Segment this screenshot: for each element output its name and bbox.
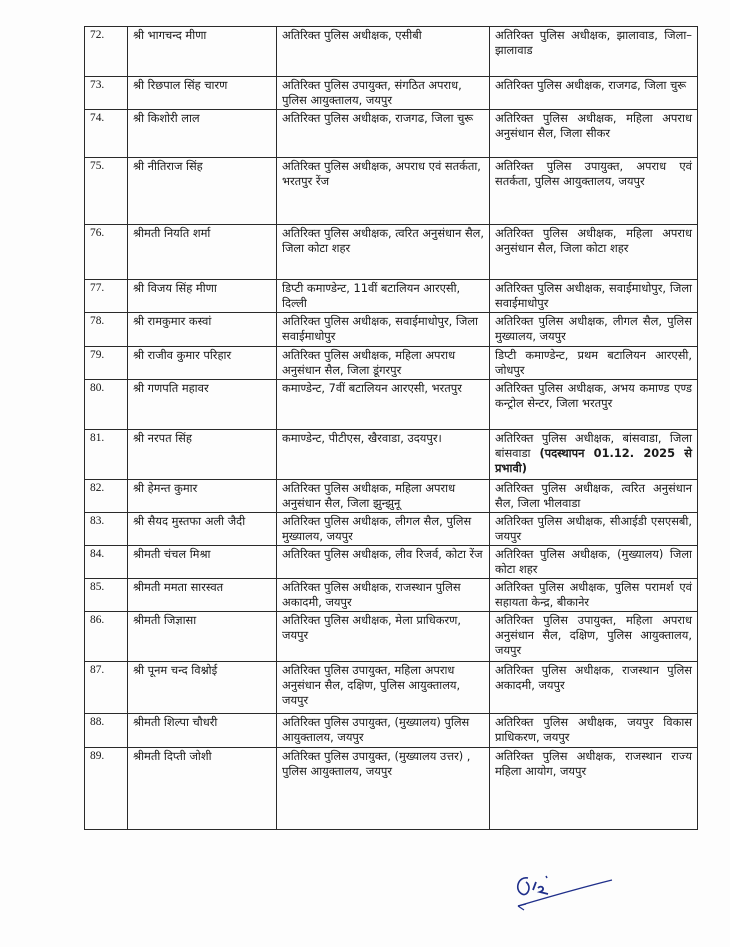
- officer-name-text: श्री पूनम चन्द विश्नोई: [133, 663, 218, 677]
- current-post-cell: [277, 748, 490, 830]
- new-post-text: अतिरिक्त पुलिस अधीक्षक, अभय कमाण्ड एण्ड कन्ट्रोल सेन्टर, जिला भरतपुर: [495, 381, 692, 410]
- serial-number-text: 80.: [90, 382, 105, 394]
- current-post-text: कमाण्डेन्ट, 7वीं बटालियन आरएसी, भरतपुर: [282, 381, 462, 395]
- serial-number-cell: [85, 380, 128, 430]
- serial-number-cell: [85, 748, 128, 830]
- serial-number-text: 74.: [90, 112, 105, 124]
- current-post-cell: [277, 662, 490, 714]
- table-row: [85, 110, 698, 158]
- new-post-text: अतिरिक्त पुलिस अधीक्षक, बांसवाडा, जिला बांसवाडा: [495, 431, 692, 460]
- current-post-text: अतिरिक्त पुलिस अधीक्षक, अपराध एवं सतर्कता, भरतपुर रेंज: [282, 159, 481, 188]
- officer-name-text: श्रीमती शिल्पा चौधरी: [133, 715, 218, 729]
- new-post-cell: [490, 612, 698, 662]
- serial-number-cell: [85, 313, 128, 347]
- new-post-text: अतिरिक्त पुलिस अधीक्षक, (मुख्यालय) जिला कोटा शहर: [495, 547, 692, 576]
- serial-number-cell: [85, 347, 128, 380]
- officer-name-cell: [128, 579, 277, 612]
- serial-number-cell: [85, 480, 128, 513]
- current-post-text: अतिरिक्त पुलिस उपायुक्त, (मुख्यालय) पुलिस आयुक्तालय, जयपुर: [282, 715, 470, 744]
- current-post-cell: [277, 347, 490, 380]
- new-post-cell: [490, 579, 698, 612]
- officer-name-text: श्रीमती ममता सारस्वत: [133, 580, 224, 594]
- serial-number-cell: [85, 27, 128, 77]
- serial-number-text: 72.: [90, 29, 105, 41]
- current-post-text: अतिरिक्त पुलिस अधीक्षक, राजस्थान पुलिस अकादमी, जयपुर: [282, 580, 461, 609]
- new-post-cell: [490, 662, 698, 714]
- current-post-cell: [277, 77, 490, 110]
- new-post-text: अतिरिक्त पुलिस अधीक्षक, लीगल सैल, पुलिस मुख्यालय, जयपुर: [495, 314, 692, 343]
- table-row: [85, 347, 698, 380]
- officer-name-cell: [128, 313, 277, 347]
- effective-date-note: (पदस्थापन 01.12. 2025 से प्रभावी): [495, 446, 693, 475]
- table-row: [85, 158, 698, 225]
- serial-number-cell: [85, 546, 128, 579]
- current-post-cell: [277, 380, 490, 430]
- new-post-text: अतिरिक्त पुलिस अधीक्षक, महिला अपराध अनुसंधान सैल, जिला सीकर: [495, 111, 692, 140]
- table-row: [85, 662, 698, 714]
- serial-number-text: 82.: [90, 482, 105, 494]
- new-post-cell: [490, 480, 698, 513]
- serial-number-cell: [85, 158, 128, 225]
- table-row: [85, 513, 698, 546]
- officer-name-cell: [128, 158, 277, 225]
- transfer-posting-table: [84, 26, 698, 830]
- new-post-text: अतिरिक्त पुलिस अधीक्षक, झालावाड, जिला–झालावाड: [495, 28, 692, 57]
- serial-number-text: 85.: [90, 581, 105, 593]
- new-post-text: अतिरिक्त पुलिस अधीक्षक, त्वरित अनुसंधान सैल, जिला भीलवाडा: [495, 481, 692, 510]
- current-post-text: अतिरिक्त पुलिस अधीक्षक, मेला प्राधिकरण, जयपुर: [282, 613, 462, 642]
- current-post-cell: [277, 579, 490, 612]
- officer-name-text: श्री रिछपाल सिंह चारण: [133, 78, 228, 92]
- officer-name-text: श्री नीतिराज सिंह: [133, 159, 203, 173]
- new-post-cell: [490, 77, 698, 110]
- serial-number-text: 89.: [90, 750, 105, 762]
- table-row: [85, 280, 698, 313]
- officer-name-cell: [128, 77, 277, 110]
- table-body: [85, 27, 698, 830]
- serial-number-cell: [85, 513, 128, 546]
- current-post-cell: [277, 158, 490, 225]
- officer-name-text: श्री किशोरी लाल: [133, 111, 200, 125]
- serial-number-text: 86.: [90, 614, 105, 626]
- new-post-cell: [490, 280, 698, 313]
- new-post-text: अतिरिक्त पुलिस अधीक्षक, जयपुर विकास प्राधिकरण, जयपुर: [495, 715, 692, 744]
- table-row: [85, 748, 698, 830]
- new-post-cell: [490, 513, 698, 546]
- serial-number-text: 87.: [90, 664, 105, 676]
- current-post-text: अतिरिक्त पुलिस उपायुक्त, महिला अपराध अनुसंधान सैल, दक्षिण, पुलिस आयुक्तालय, जयपुर: [282, 663, 461, 707]
- current-post-cell: [277, 513, 490, 546]
- serial-number-text: 76.: [90, 227, 105, 239]
- new-post-text: डिप्टी कमाण्डेन्ट, प्रथम बटालियन आरएसी, जोधपुर: [495, 348, 692, 377]
- table-row: [85, 546, 698, 579]
- new-post-cell: [490, 225, 698, 280]
- officer-name-text: श्री भागचन्द मीणा: [133, 28, 207, 42]
- table-row: [85, 430, 698, 480]
- officer-name-text: श्रीमती जिज्ञासा: [133, 613, 197, 627]
- new-post-text: अतिरिक्त पुलिस अधीक्षक, महिला अपराध अनुसंधान सैल, जिला कोटा शहर: [495, 226, 692, 255]
- officer-name-cell: [128, 380, 277, 430]
- officer-name-cell: [128, 347, 277, 380]
- current-post-cell: [277, 280, 490, 313]
- new-post-cell: [490, 380, 698, 430]
- serial-number-cell: [85, 612, 128, 662]
- officer-name-text: श्री गणपति महावर: [133, 381, 209, 395]
- serial-number-text: 75.: [90, 160, 105, 172]
- table-row: [85, 27, 698, 77]
- officer-name-cell: [128, 27, 277, 77]
- serial-number-text: 84.: [90, 548, 105, 560]
- new-post-text: अतिरिक्त पुलिस अधीक्षक, राजस्थान पुलिस अकादमी, जयपुर: [495, 663, 692, 692]
- officer-name-cell: [128, 280, 277, 313]
- table-row: [85, 380, 698, 430]
- new-post-cell: [490, 313, 698, 347]
- current-post-cell: [277, 612, 490, 662]
- officer-name-cell: [128, 430, 277, 480]
- current-post-text: अतिरिक्त पुलिस अधीक्षक, सवाईमाधोपुर, जिला सवाईमाधोपुर: [282, 314, 478, 343]
- current-post-cell: [277, 110, 490, 158]
- serial-number-cell: [85, 225, 128, 280]
- officer-name-cell: [128, 748, 277, 830]
- handwritten-signature-icon: [500, 868, 620, 918]
- serial-number-text: 81.: [90, 432, 105, 444]
- table-row: [85, 77, 698, 110]
- current-post-text: अतिरिक्त पुलिस अधीक्षक, लीव रिजर्व, कोटा रेंज: [282, 547, 483, 561]
- new-post-text: अतिरिक्त पुलिस अधीक्षक, सवाईमाधोपुर, जिला सवाईमाधोपुर: [495, 281, 692, 310]
- current-post-cell: [277, 313, 490, 347]
- current-post-text: अतिरिक्त पुलिस अधीक्षक, लीगल सैल, पुलिस मुख्यालय, जयपुर: [282, 514, 472, 543]
- serial-number-text: 78.: [90, 315, 105, 327]
- table-row: [85, 579, 698, 612]
- current-post-cell: [277, 225, 490, 280]
- current-post-text: अतिरिक्त पुलिस अधीक्षक, महिला अपराध अनुसंधान सैल, जिला डूंगरपुर: [282, 348, 456, 377]
- serial-number-text: 73.: [90, 79, 105, 91]
- current-post-cell: [277, 714, 490, 748]
- officer-name-cell: [128, 662, 277, 714]
- new-post-cell: [490, 714, 698, 748]
- serial-number-text: 79.: [90, 349, 105, 361]
- current-post-text: अतिरिक्त पुलिस अधीक्षक, राजगढ, जिला चुरू: [282, 111, 474, 125]
- officer-name-text: श्रीमती चंचल मिश्रा: [133, 547, 211, 561]
- officer-name-text: श्री रामकुमार कस्वां: [133, 314, 212, 328]
- current-post-cell: [277, 480, 490, 513]
- officer-name-cell: [128, 714, 277, 748]
- current-post-cell: [277, 27, 490, 77]
- serial-number-cell: [85, 662, 128, 714]
- current-post-text: अतिरिक्त पुलिस अधीक्षक, एसीबी: [282, 28, 422, 42]
- table-row: [85, 225, 698, 280]
- table-row: [85, 612, 698, 662]
- officer-name-text: श्री नरपत सिंह: [133, 431, 192, 445]
- officer-name-cell: [128, 513, 277, 546]
- serial-number-cell: [85, 110, 128, 158]
- new-post-text: अतिरिक्त पुलिस अधीक्षक, पुलिस परामर्श एवं सहायता केन्द्र, बीकानेर: [495, 580, 692, 609]
- officer-name-cell: [128, 480, 277, 513]
- current-post-cell: [277, 546, 490, 579]
- new-post-text: अतिरिक्त पुलिस अधीक्षक, राजगढ, जिला चुरू: [495, 78, 687, 92]
- serial-number-cell: [85, 714, 128, 748]
- table-row: [85, 714, 698, 748]
- serial-number-cell: [85, 77, 128, 110]
- new-post-text: अतिरिक्त पुलिस अधीक्षक, सीआईडी एसएसबी, जयपुर: [495, 514, 692, 543]
- current-post-text: अतिरिक्त पुलिस उपायुक्त, संगठित अपराध, पुलिस आयुक्तालय, जयपुर: [282, 78, 462, 107]
- new-post-text: अतिरिक्त पुलिस उपायुक्त, महिला अपराध अनुसंधान सैल, दक्षिण, पुलिस आयुक्तालय, जयपुर: [495, 613, 692, 657]
- new-post-text: अतिरिक्त पुलिस अधीक्षक, राजस्थान राज्य महिला आयोग, जयपुर: [495, 749, 692, 778]
- serial-number-cell: [85, 579, 128, 612]
- new-post-cell: [490, 546, 698, 579]
- officer-name-cell: [128, 225, 277, 280]
- officer-name-text: श्री विजय सिंह मीणा: [133, 281, 217, 295]
- current-post-text: अतिरिक्त पुलिस अधीक्षक, त्वरित अनुसंधान सैल, जिला कोटा शहर: [282, 226, 484, 255]
- new-post-cell: [490, 748, 698, 830]
- officer-name-text: श्री राजीव कुमार परिहार: [133, 348, 232, 362]
- table-row: [85, 480, 698, 513]
- officer-name-text: श्री सैयद मुस्तफा अली जैदी: [133, 514, 246, 528]
- officer-name-text: श्रीमती नियति शर्मा: [133, 226, 211, 240]
- current-post-text: डिप्टी कमाण्डेन्ट, 11वीं बटालियन आरएसी, दिल्ली: [282, 281, 461, 310]
- serial-number-text: 77.: [90, 282, 105, 294]
- new-post-cell: [490, 430, 698, 480]
- current-post-text: कमाण्डेन्ट, पीटीएस, खैरवाडा, उदयपुर।: [282, 431, 442, 445]
- officer-name-text: श्रीमती दिप्ती जोशी: [133, 749, 212, 763]
- current-post-text: अतिरिक्त पुलिस अधीक्षक, महिला अपराध अनुसंधान सैल, जिला झुन्झुनू: [282, 481, 456, 510]
- officer-name-cell: [128, 546, 277, 579]
- new-post-cell: [490, 27, 698, 77]
- officer-name-text: श्री हेमन्त कुमार: [133, 481, 198, 495]
- serial-number-cell: [85, 280, 128, 313]
- new-post-text: अतिरिक्त पुलिस उपायुक्त, अपराध एवं सतर्कता, पुलिस आयुक्तालय, जयपुर: [495, 159, 692, 188]
- serial-number-cell: [85, 430, 128, 480]
- new-post-cell: [490, 347, 698, 380]
- new-post-cell: [490, 158, 698, 225]
- current-post-cell: [277, 430, 490, 480]
- table-row: [85, 313, 698, 347]
- officer-name-cell: [128, 612, 277, 662]
- serial-number-text: 88.: [90, 716, 105, 728]
- officer-name-cell: [128, 110, 277, 158]
- serial-number-text: 83.: [90, 515, 105, 527]
- current-post-text: अतिरिक्त पुलिस उपायुक्त, (मुख्यालय उत्तर) , पुलिस आयुक्तालय, जयपुर: [282, 749, 471, 778]
- new-post-cell: [490, 110, 698, 158]
